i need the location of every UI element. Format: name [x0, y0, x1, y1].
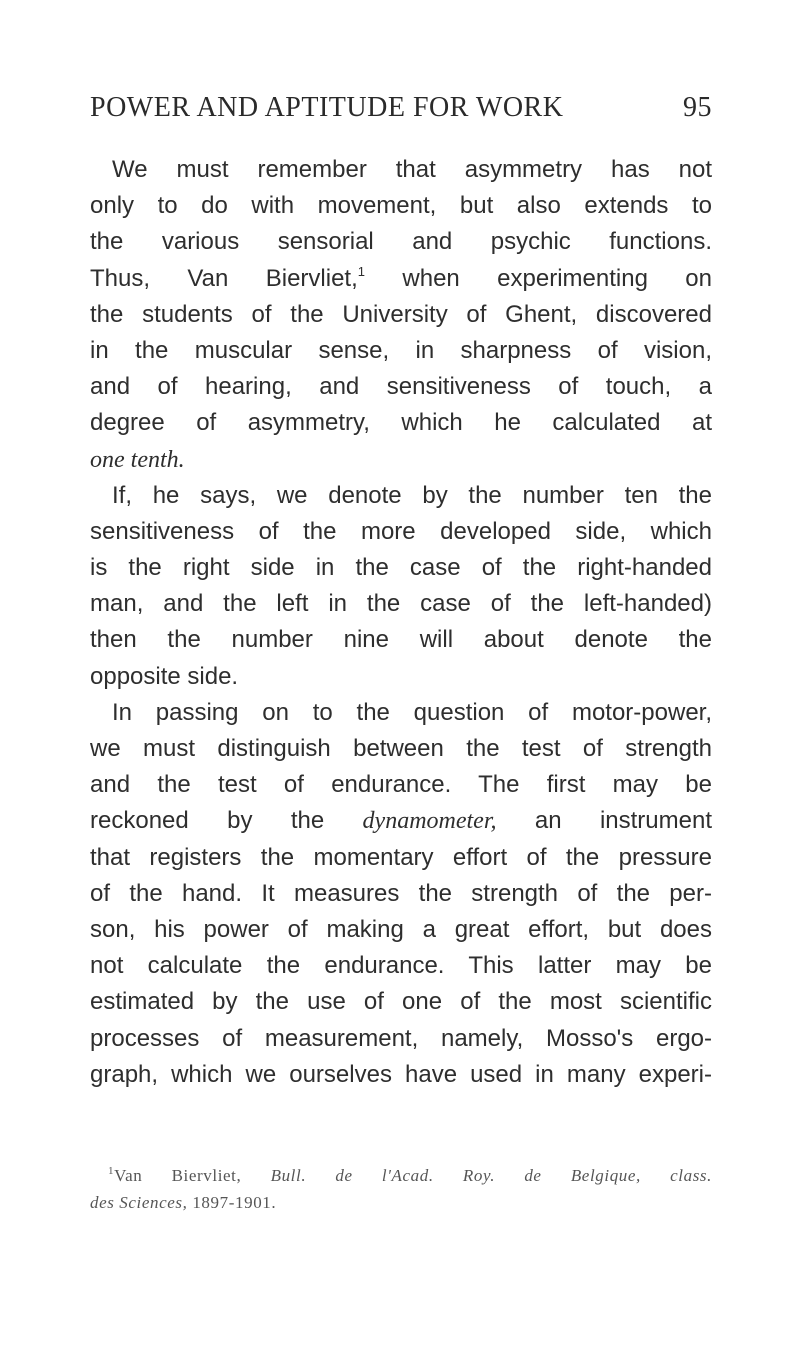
text-line: processes of measurement, namely, Mosso's ergo- — [90, 1024, 712, 1052]
italic-term: dynamometer, — [362, 808, 497, 835]
italic-phrase: one tenth. — [90, 446, 185, 473]
text-line: We must remember that asymmetry has not — [112, 156, 712, 183]
text-line: Thus, Van Biervliet,$^1$ when experimenting on — [90, 263, 712, 292]
text-line: is the right side in the case of the right-handed — [90, 554, 712, 582]
text-line: the students of the University of Ghent, discovered — [90, 300, 712, 328]
text-line: reckoned by the dynamometer, an instrument — [90, 807, 712, 835]
footnote-reference: 1 — [357, 263, 365, 279]
text-line: man, and the left in the case of the left-handed) — [90, 590, 712, 618]
page-number: 95 — [683, 92, 712, 123]
footnote-line: $^1$Van Biervliet, Bull. de l'Acad. Roy. de Belgique, class. — [108, 1165, 712, 1185]
footnote-line: des Sciences, 1897-1901. — [90, 1193, 277, 1212]
text-line: and the test of endurance. The first may be — [90, 771, 712, 799]
text-line: son, his power of making a great effort, but does — [90, 915, 712, 943]
text-line: then the number nine will about denote the — [90, 626, 712, 654]
text-line: not calculate the endurance. This latter may be — [90, 952, 712, 980]
text-line: the various sensorial and psychic functions. — [90, 228, 712, 256]
text-line: If, he says, we denote by the number ten the — [112, 481, 712, 509]
footnote — [90, 1162, 712, 1216]
text-line: that registers the momentary effort of the pressure — [90, 843, 712, 871]
text-line: In passing on to the question of motor-power, — [112, 698, 712, 726]
text-line: opposite side. — [90, 662, 239, 690]
text-line: we must distinguish between the test of strength — [90, 735, 712, 762]
text-line — [90, 442, 712, 478]
text-line: and of hearing, and sensitiveness of touch, a — [90, 373, 712, 401]
running-title: POWER AND APTITUDE FOR WORK — [90, 92, 564, 123]
running-head — [90, 92, 712, 132]
text-line: degree of asymmetry, which he calculated at — [90, 409, 712, 437]
footnote-marker: 1 — [108, 1165, 115, 1177]
text-line: graph, which we ourselves have used in many experi- — [90, 1060, 712, 1088]
text-line: estimated by the use of one of the most scientific — [90, 988, 712, 1016]
text-line: only to do with movement, but also extends to — [90, 192, 712, 220]
text-line: in the muscular sense, in sharpness of vision, — [90, 336, 712, 364]
text-line: of the hand. It measures the strength of the per- — [90, 879, 712, 907]
body-text — [90, 152, 712, 1093]
text-line: sensitiveness of the more developed side, which — [90, 517, 712, 545]
